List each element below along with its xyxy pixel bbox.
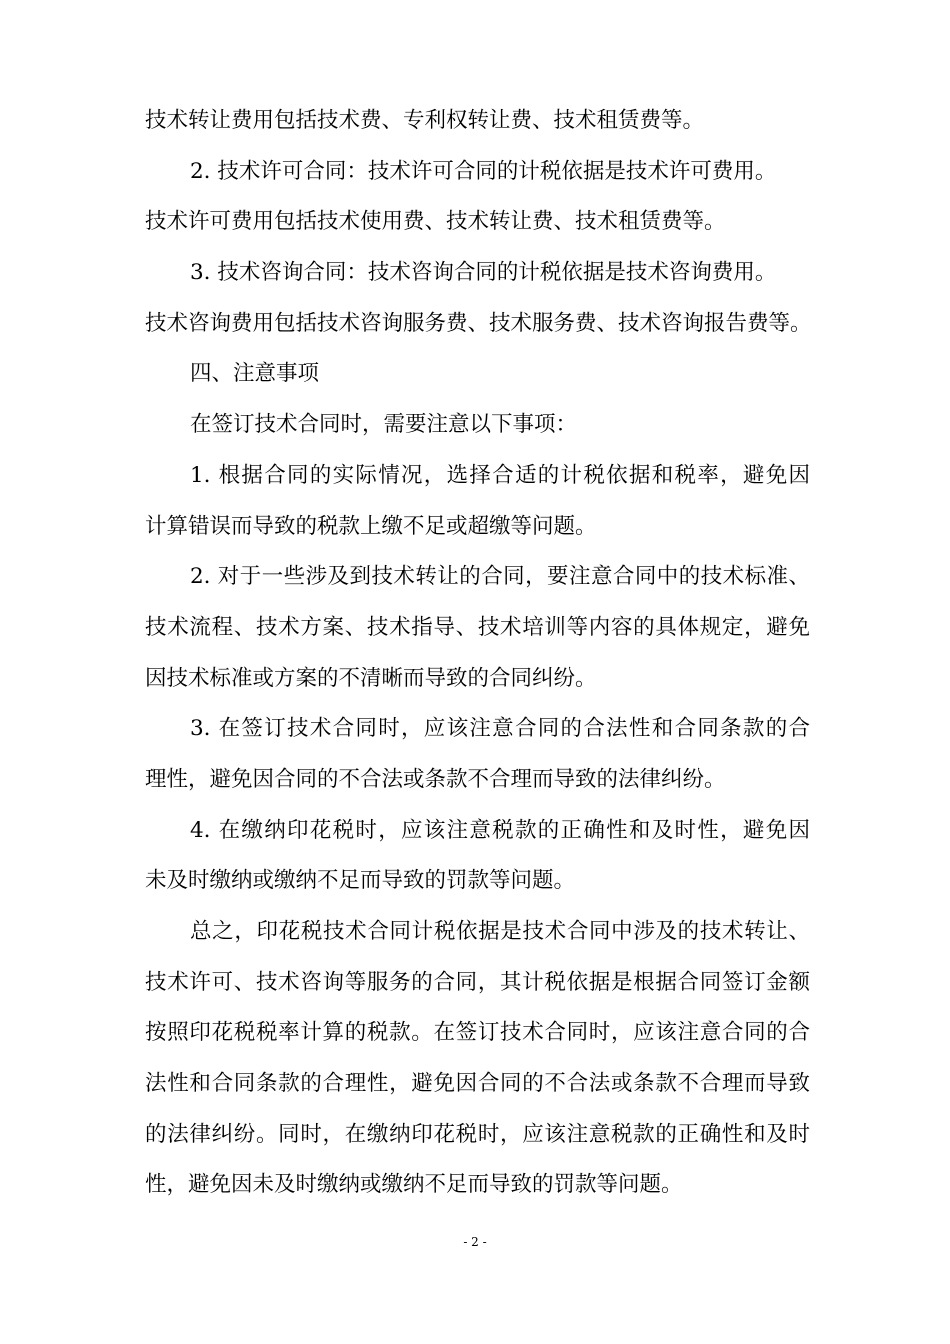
text-line: 未及时缴纳或缴纳不足而导致的罚款等问题。	[145, 868, 576, 894]
text-line: 法性和合同条款的合理性，避免因合同的不合法或条款不合理而导致	[145, 1071, 810, 1097]
text-line: 在签订技术合同时，需要注意以下事项：	[190, 412, 578, 438]
text-line: 因技术标准或方案的不清晰而导致的合同纠纷。	[145, 665, 597, 691]
text-line: 理性，避免因合同的不合法或条款不合理而导致的法律纠纷。	[145, 766, 726, 792]
text-line: 3. 技术咨询合同：技术咨询合同的计税依据是技术咨询费用。	[190, 260, 777, 286]
text-line: 4. 在缴纳印花税时，应该注意税款的正确性和及时性，避免因	[190, 817, 810, 843]
text-line: 3. 在签订技术合同时，应该注意合同的合法性和合同条款的合	[190, 716, 810, 742]
text-line: 1. 根据合同的实际情况，选择合适的计税依据和税率，避免因	[190, 462, 810, 488]
text-line: 技术咨询费用包括技术咨询服务费、技术服务费、技术咨询报告费等。	[145, 310, 812, 336]
text-line: 总之，印花税技术合同计税依据是技术合同中涉及的技术转让、	[190, 919, 810, 944]
text-line: 按照印花税税率计算的税款。在签订技术合同时，应该注意合同的合	[145, 1020, 810, 1046]
document-body	[145, 96, 810, 1211]
section-heading: 四、注意事项	[190, 361, 320, 387]
text-line: 技术许可费用包括技术使用费、技术转让费、技术租赁费等。	[145, 209, 726, 235]
text-line: 性，避免因未及时缴纳或缴纳不足而导致的罚款等问题。	[145, 1172, 683, 1198]
text-line: 技术转让费用包括技术费、专利权转让费、技术租赁费等。	[145, 108, 705, 133]
text-line: 2. 对于一些涉及到技术转让的合同，要注意合同中的技术标准、	[190, 564, 810, 590]
text-line: 技术许可、技术咨询等服务的合同，其计税依据是根据合同签订金额	[145, 969, 810, 995]
text-line: 的法律纠纷。同时，在缴纳印花税时，应该注意税款的正确性和及时	[145, 1121, 810, 1147]
text-line: 2. 技术许可合同：技术许可合同的计税依据是技术许可费用。	[190, 158, 777, 184]
page-number: - 2 -	[463, 1235, 487, 1249]
text-line: 技术流程、技术方案、技术指导、技术培训等内容的具体规定，避免	[145, 614, 810, 640]
text-line: 计算错误而导致的税款上缴不足或超缴等问题。	[145, 513, 597, 539]
